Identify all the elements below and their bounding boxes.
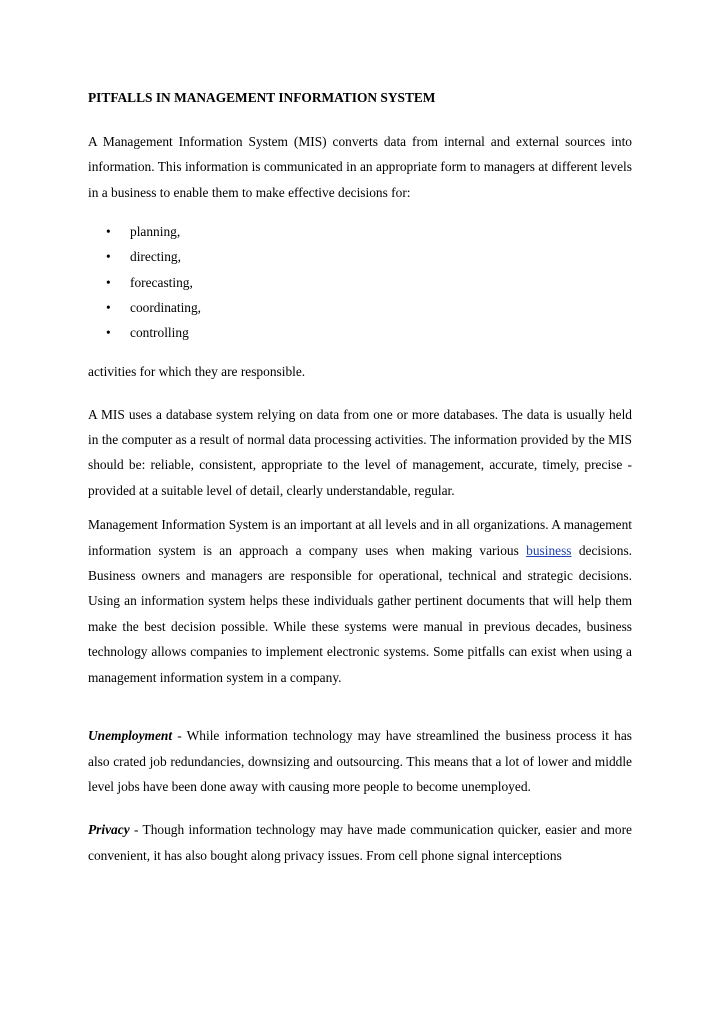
unemployment-term: Unemployment [88,728,173,744]
paragraph-text-after-link: decisions. Business owners and managers are responsible for operational, technical and strategic decisions. Using an information system helps these individuals gather pertinent documents that will help them make the best decision possible. While these systems were manual in previous decades, business technology allows companies to implement electronic systems. Some pitfalls can exist when using a management information system in a company. [88,542,633,685]
bullet-icon: • [106,274,111,290]
list-item [106,244,632,269]
mis-database-paragraph: A MIS uses a database system relying on data from one or more databases. The data is usually held in the computer as a result of normal data processing activities. The information provided by the MIS should be: reliable, consistent, appropriate to the level of management, accurate, timely, precise - provided at a suitable level of detail, clearly understandable, regular. [88,406,632,498]
list-item-text: forecasting, [130,274,193,290]
intro-paragraph: A Management Information System (MIS) converts data from internal and external sources into information. This information is communicated in an appropriate form to managers at different levels in a business to enable them to make effective decisions for: [88,134,632,200]
unemployment-paragraph [88,723,632,799]
mis-importance-paragraph [88,512,632,690]
bullet-icon: • [106,325,111,341]
list-item-text: coordinating, [130,299,202,315]
list-item [106,320,632,345]
activities-paragraph: activities for which they are responsible. [88,364,306,380]
list-item [106,295,632,320]
bullet-icon: • [106,299,111,315]
list-item-text: directing, [130,249,181,265]
privacy-text: - Though information technology may have made communication quicker, easier and more convenient, it has also bought along privacy issues. From cell phone signal interceptions [88,822,632,863]
business-link[interactable]: business [526,542,572,558]
list-item-text: controlling [130,325,189,341]
paragraph-text-before-link: Management Information System is an important at all levels and in all organizations. A management information system is an approach a company uses when making various [88,517,632,558]
bullet-icon: • [106,249,111,265]
unemployment-text: - While information technology may have streamlined the business process it has also crated job redundancies, downsizing and outsourcing. This means that a lot of lower and middle level jobs have been done away with causing more people to become unemployed. [88,728,632,794]
list-item-text: planning, [130,224,181,240]
document-title: PITFALLS IN MANAGEMENT INFORMATION SYSTEM [88,90,436,105]
decision-activities-list [88,219,632,345]
list-item [106,270,632,295]
bullet-icon: • [106,224,111,240]
privacy-term: Privacy [88,822,130,838]
privacy-paragraph [88,817,632,868]
list-item [106,219,632,244]
